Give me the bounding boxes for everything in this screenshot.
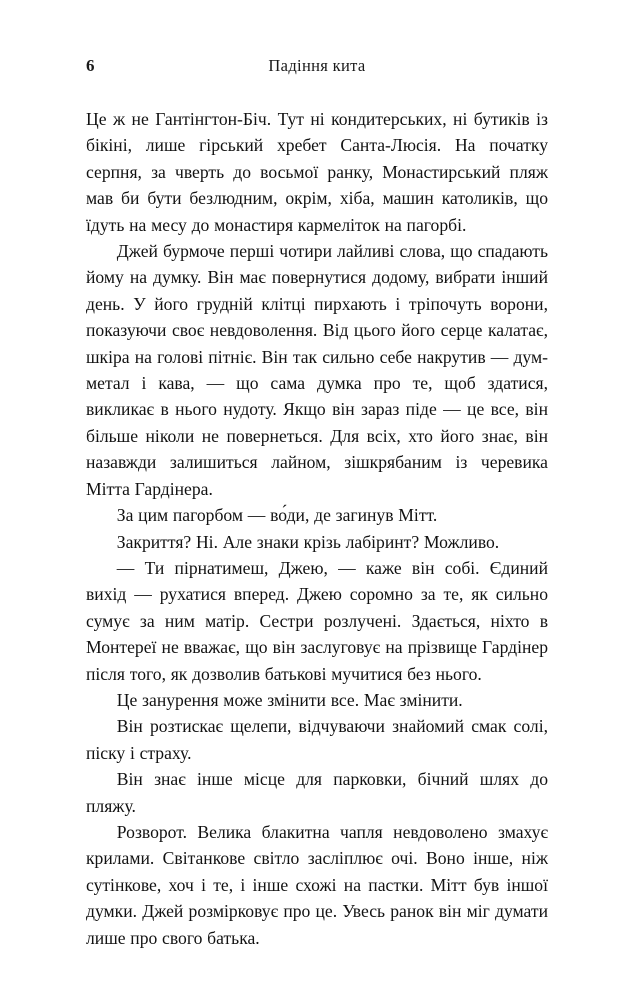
paragraph: — Ти пірнатимеш, Джею, — каже він собі. Єдиний вихід — рухатися вперед. Джею соромно за те, як сильно сумує за ним матір. Сестри розлучені. Здається, ніхто в Монтереї не вважає, що він заслуговує на прізвище Гардінер після того, як дозволив батькові мучитися без нього. xyxy=(86,557,548,684)
paragraph: Він знає інше місце для парковки, бічний шлях до пляжу. xyxy=(86,769,548,816)
paragraph: Розворот. Велика блакитна чапля невдоволено змахує крилами. Світанкове світло засліплює очі. Воно інше, ніж сутінкове, хоч і те, і інше схожі на пастки. Мітт був іншої думки. Джей розмірковує про це. Увесь ранок він міг думати лише про свого батька. xyxy=(86,821,548,948)
paragraph: Він розтискає щелепи, відчуваючи знайомий смак солі, піску і страху. xyxy=(86,716,548,763)
running-header-title: Падіння кита xyxy=(268,56,366,75)
paragraph: Закриття? Ні. Але знаки крізь лабіринт? Можливо. xyxy=(116,531,500,552)
page-number: 6 xyxy=(86,56,95,75)
page-header xyxy=(86,56,548,80)
paragraph: За цим пагорбом — во́ди, де загинув Мітт. xyxy=(116,505,438,526)
paragraph: Джей бурмоче перші чотири лайливі слова, що спадають йому на думку. Він має повернутися додому, вибрати інший день. У його грудній клітці пирхають і тріпочуть ворони, показуючи своє невдоволення. Від цього його серце калатає, шкіра на голові пітніє. Він так сильно себе накрутив — дум-метал і кава, — що сама думка про те, щоб здатися, викликає в нього нудоту. Якщо він зараз піде — це все, він більше ніколи не повернеться. Для всіх, хто його знає, він назавжди залишиться лайном, зішкрябаним із черевика Мітта Гардінера. xyxy=(86,241,548,499)
body-text xyxy=(86,106,548,951)
paragraph: Це ж не Гантінгтон-Біч. Тут ні кондитерських, ні бутиків із бікіні, лише гірський хребет Санта-Люсія. На початку серпня, за чверть до восьмої ранку, Монастирський пляж мав би бути безлюдним, окрім, хіба, машин католиків, що їдуть на месу до монастиря кармеліток на пагорбі. xyxy=(86,109,548,235)
paragraph: Це занурення може змінити все. Має змінити. xyxy=(116,689,463,710)
